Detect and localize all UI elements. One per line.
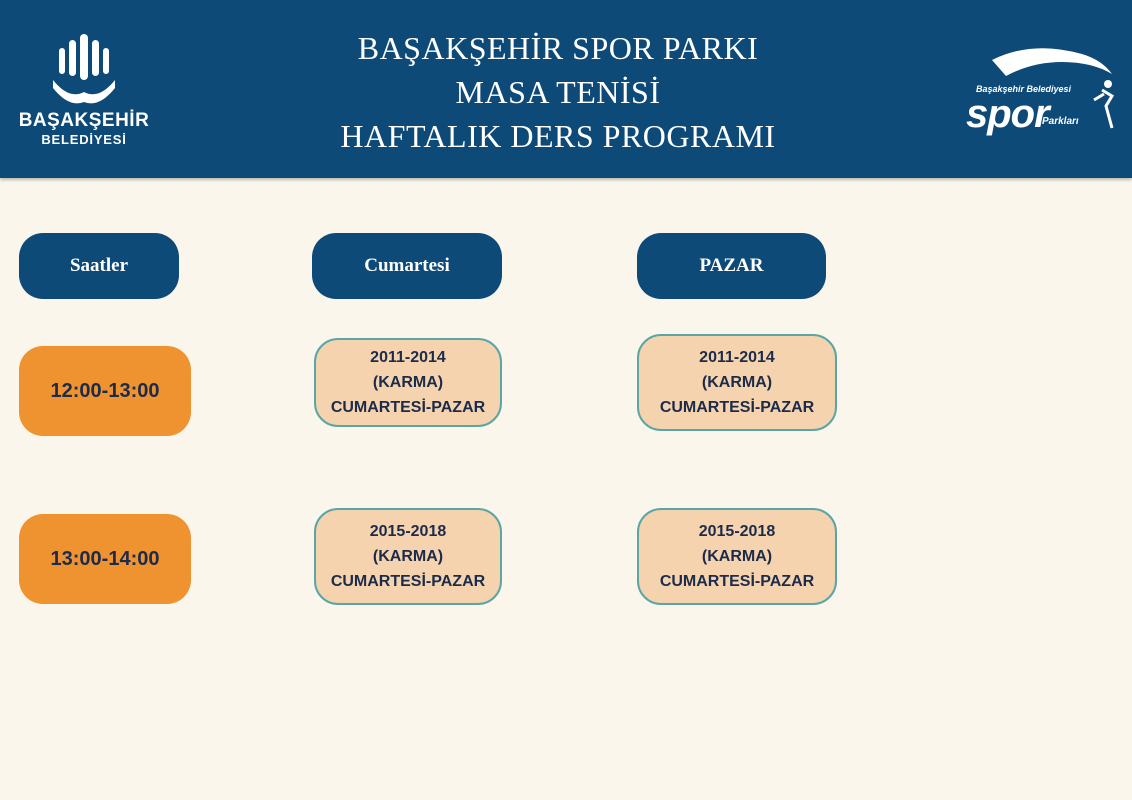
cell-days: CUMARTESİ-PAZAR (659, 399, 815, 416)
title-line-1: BAŞAKŞEHİR SPOR PARKI (357, 30, 759, 66)
schedule-cell-r2-pazar (637, 508, 837, 605)
basaksehir-belediyesi-logo (14, 30, 154, 150)
cell-days: CUMARTESİ-PAZAR (659, 573, 815, 590)
logo-sub-text: Parkları (1042, 116, 1079, 127)
logo-line-2: BELEDİYESİ (41, 132, 127, 147)
cell-years: 2011-2014 (699, 349, 775, 366)
title-line-3: HAFTALIK DERS PROGRAMI (340, 118, 776, 154)
schedule-cell-r2-cumartesi (314, 508, 502, 605)
logo-big-text: spor (966, 92, 1049, 136)
time-slot-1: 12:00-13:00 (19, 346, 191, 436)
column-header-pazar: PAZAR (637, 233, 826, 299)
cell-years: 2015-2018 (698, 523, 776, 540)
cell-years: 2011-2014 (370, 349, 446, 366)
column-header-cumartesi: Cumartesi (312, 233, 502, 299)
page-title (250, 26, 866, 158)
wheat-hands-icon (49, 30, 119, 108)
schedule-cell-r1-cumartesi (314, 338, 502, 427)
schedule-cell-r1-pazar (637, 334, 837, 431)
spor-parklari-logo (962, 40, 1122, 140)
header-banner (0, 0, 1132, 178)
cell-days: CUMARTESİ-PAZAR (330, 573, 486, 590)
column-header-saatler: Saatler (19, 233, 179, 299)
cell-type: (KARMA) (372, 374, 444, 391)
logo-line-1: BAŞAKŞEHİR (18, 110, 150, 131)
cell-type: (KARMA) (701, 374, 773, 391)
cell-years: 2015-2018 (369, 523, 447, 540)
title-line-2: MASA TENİSİ (455, 74, 661, 110)
time-slot-2: 13:00-14:00 (19, 514, 191, 604)
cell-type: (KARMA) (372, 548, 444, 565)
logo-small-text: Başakşehir Belediyesi (976, 84, 1072, 94)
cell-days: CUMARTESİ-PAZAR (330, 399, 486, 416)
cell-type: (KARMA) (701, 548, 773, 565)
